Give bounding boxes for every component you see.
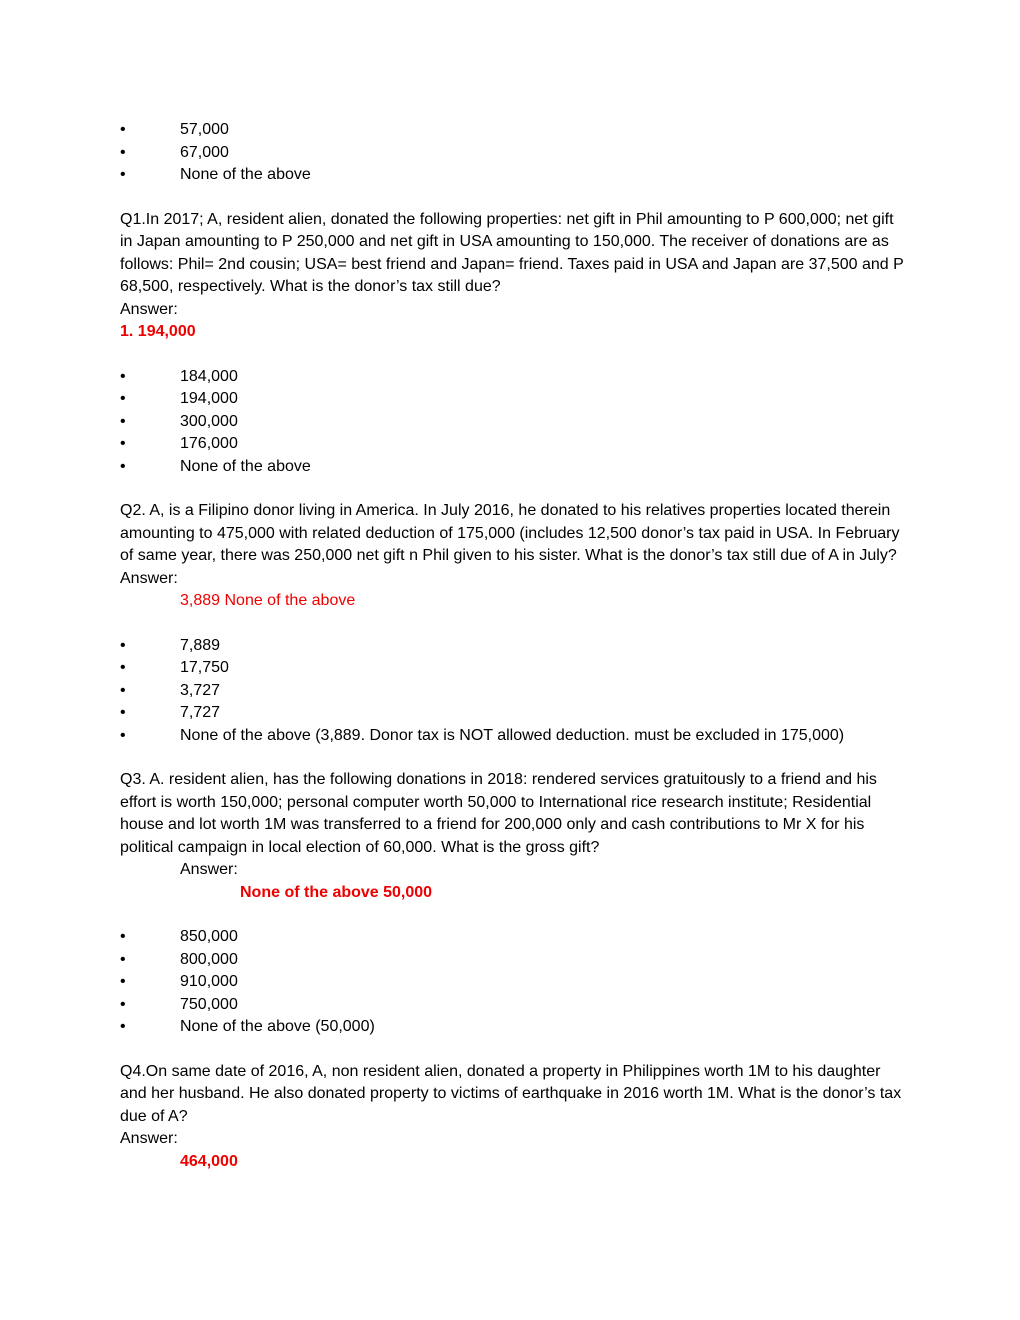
list-item: • 7,727: [120, 702, 910, 725]
bullet-icon: •: [120, 457, 126, 475]
bullet-icon: •: [120, 726, 126, 744]
bullet-icon: •: [120, 995, 126, 1013]
bullet-icon: •: [120, 390, 126, 407]
bullet-icon: •: [120, 973, 126, 990]
list-item: • 176,000: [120, 433, 910, 456]
bullet-icon: •: [120, 412, 126, 430]
bullet-icon: •: [120, 1018, 126, 1035]
top-options-list: [120, 119, 910, 187]
list-item: • 300,000: [120, 411, 910, 434]
list-item: • 184,000: [120, 366, 910, 389]
list-item: • 800,000: [120, 949, 910, 972]
list-item: • 17,750: [120, 657, 910, 680]
question-1-answer: 1. 194,000: [120, 323, 196, 340]
question-3-text: Q3. A. resident alien, has the following donations in 2018: rendered services gratuitously to a friend and his effort is worth 150,000; personal computer worth 50,000 to International rice research institute; Residential house and lot worth 1M was transferred to a friend for 200,000 only and cash contributions to Mr X for his political campaign in local election of 60,000. What is the gross gift?: [120, 771, 877, 856]
question-2-answer-label: Answer:: [120, 569, 178, 587]
list-item: • 750,000: [120, 994, 910, 1017]
bullet-icon: •: [120, 928, 126, 945]
bullet-icon: •: [120, 435, 126, 452]
bullet-icon: •: [120, 636, 126, 654]
list-item: • None of the above: [120, 164, 910, 187]
bullet-icon: •: [120, 950, 126, 968]
question-1-text: Q1.In 2017; A, resident alien, donated the following properties: net gift in Phil amounting to P 600,000; net gift in Japan amounting to P 250,000 and net gift in USA amounting to 150,000. The receiver of donations are as follows: Phil= 2nd cousin; USA= best friend and Japan= friend. Taxes paid in USA and Japan are 37,500 and P 68,500, respectively. What is the donor’s tax still due?: [120, 210, 904, 295]
question-2-options: [120, 635, 910, 748]
bullet-icon: •: [120, 121, 126, 138]
bullet-icon: •: [120, 166, 126, 183]
list-item: • None of the above (3,889. Donor tax is NOT allowed deduction. must be excluded in 175,000): [120, 725, 910, 748]
question-1-options: [120, 366, 910, 479]
bullet-icon: •: [120, 704, 126, 721]
question-4-answer: 464,000: [180, 1152, 238, 1170]
question-1-answer-label: Answer:: [120, 300, 178, 318]
list-item: • None of the above (50,000): [120, 1016, 910, 1039]
bullet-icon: •: [120, 143, 126, 161]
list-item: • 57,000: [120, 119, 910, 142]
list-item: • 910,000: [120, 971, 910, 994]
question-2-text: Q2. A, is a Filipino donor living in America. In July 2016, he donated to his relatives properties located therein amounting to 475,000 with related deduction of 175,000 (includes 12,500 donor’s tax paid in USA. In February of same year, there was 250,000 net gift n Phil given to his sister. What is the donor’s tax still due of A in July?: [120, 502, 900, 564]
list-item: • None of the above: [120, 456, 910, 479]
list-item: • 850,000: [120, 926, 910, 949]
question-3-options: [120, 926, 910, 1039]
question-4-answer-label: Answer:: [120, 1130, 178, 1147]
document-page: [120, 119, 910, 1173]
list-item: • 67,000: [120, 142, 910, 165]
question-4-text: Q4.On same date of 2016, A, non resident alien, donated a property in Philippines worth 1M to his daughter and her husband. He also donated property to victims of earthquake in 2016 worth 1M. What is the donor’s tax due of A?: [120, 1062, 902, 1125]
list-item: • 194,000: [120, 388, 910, 411]
bullet-icon: •: [120, 659, 126, 676]
bullet-icon: •: [120, 681, 126, 699]
question-2-answer: 3,889 None of the above: [180, 592, 356, 609]
question-3-answer-label: Answer:: [180, 861, 238, 878]
list-item: • 7,889: [120, 635, 910, 658]
list-item: • 3,727: [120, 680, 910, 703]
bullet-icon: •: [120, 367, 126, 385]
question-3-answer: None of the above 50,000: [240, 883, 433, 901]
